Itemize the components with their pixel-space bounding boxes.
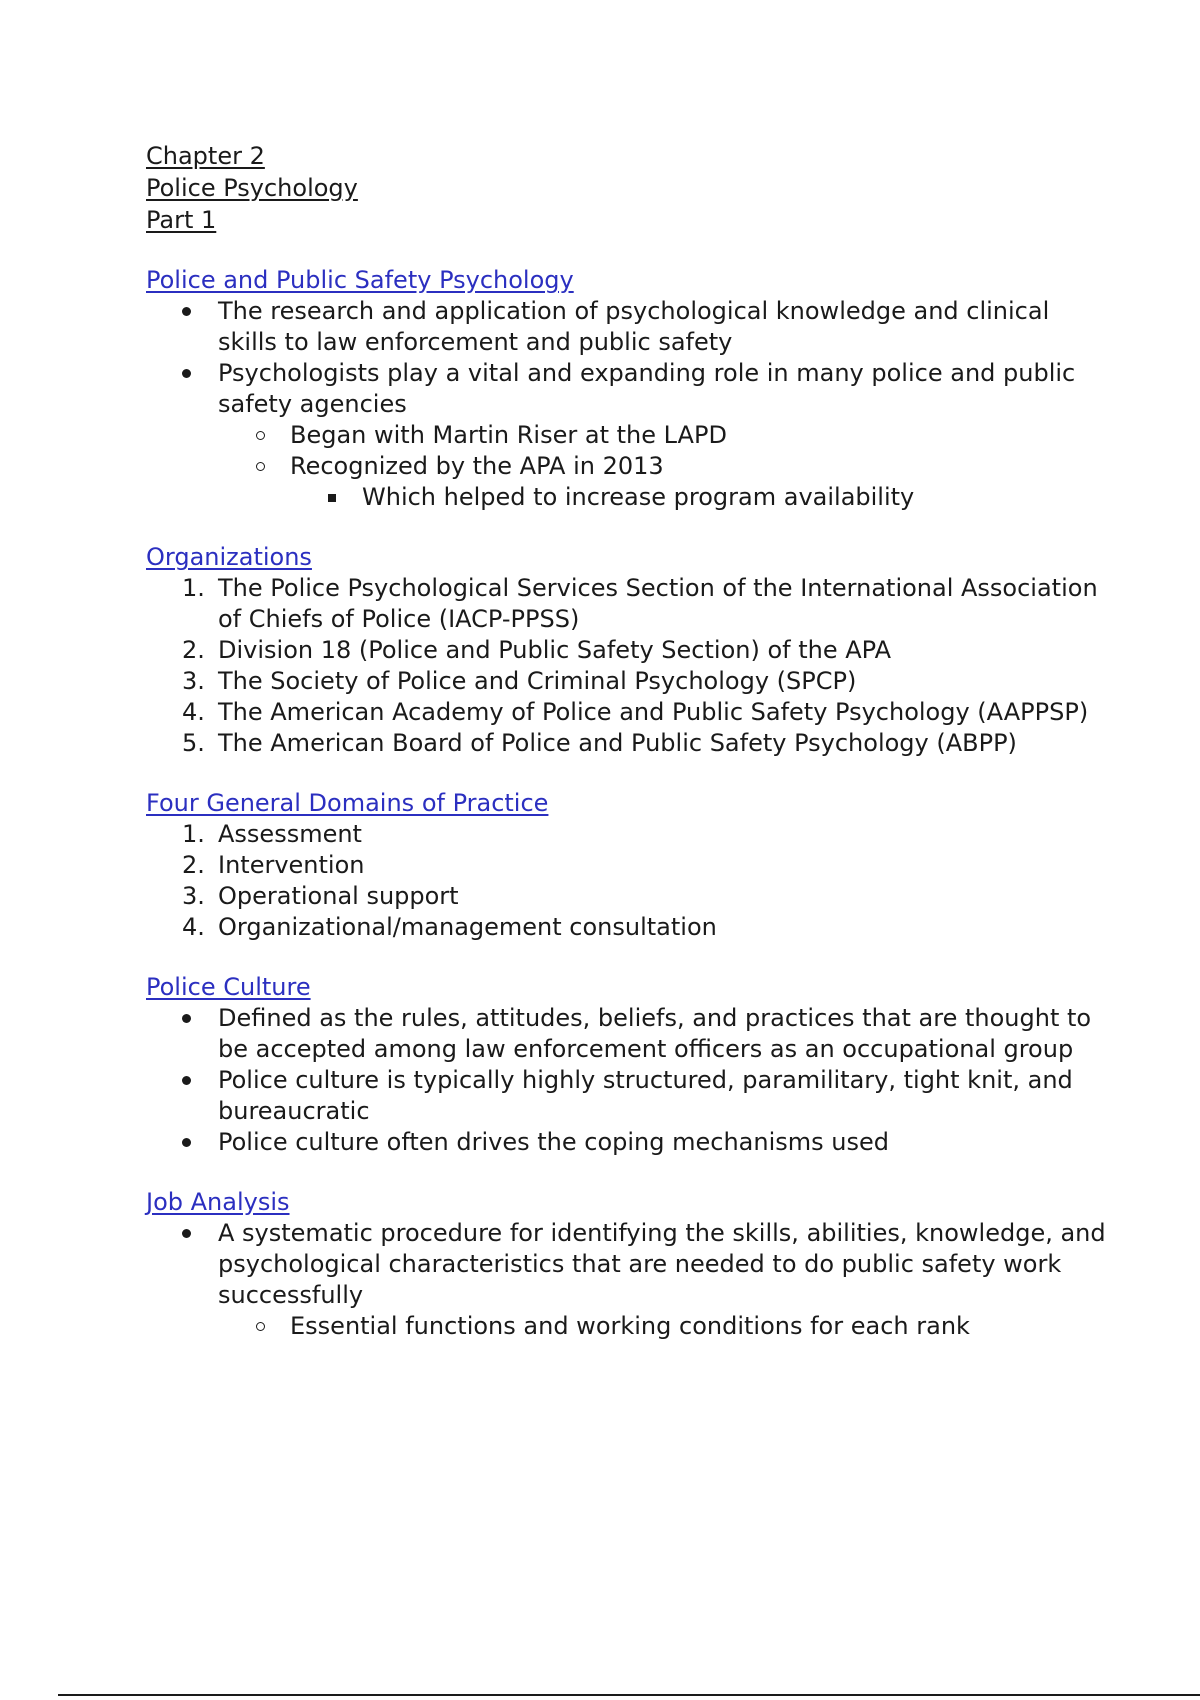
document-header xyxy=(146,140,1106,236)
bullet-disc-icon xyxy=(182,296,222,327)
list-item-text: The American Board of Police and Public Safety Psychology (ABPP) xyxy=(218,729,1017,757)
list-item-text: The research and application of psychological knowledge and clinical skills to law enforcement and public safety xyxy=(218,297,1050,356)
page-bottom-rule xyxy=(58,1694,1200,1696)
list-item xyxy=(146,420,1106,451)
list-item xyxy=(146,912,1106,943)
list-item-text: Division 18 (Police and Public Safety Section) of the APA xyxy=(218,636,892,664)
list-item xyxy=(146,881,1106,912)
domains-list xyxy=(146,819,1106,943)
list-number: 1. xyxy=(182,820,205,848)
police-culture-list xyxy=(146,1003,1106,1158)
part-heading: Part 1 xyxy=(146,206,217,234)
section-title-organizations[interactable]: Organizations xyxy=(146,543,312,571)
list-number: 5. xyxy=(182,729,205,757)
bullet-disc-icon xyxy=(182,1003,222,1034)
bullet-disc-icon xyxy=(182,1127,222,1158)
list-item xyxy=(146,635,1106,666)
section-police-culture xyxy=(146,971,1106,1158)
list-item xyxy=(146,850,1106,881)
list-number: 3. xyxy=(182,667,205,695)
section-domains xyxy=(146,787,1106,943)
chapter-heading: Chapter 2 xyxy=(146,142,265,170)
organizations-list xyxy=(146,573,1106,759)
ppsp-bullet-list xyxy=(146,296,1106,513)
section-title-police-culture[interactable]: Police Culture xyxy=(146,973,311,1001)
list-item xyxy=(146,1003,1106,1065)
bullet-disc-icon xyxy=(182,358,222,389)
list-item xyxy=(146,1127,1106,1158)
list-item xyxy=(146,482,1106,513)
list-item xyxy=(146,1311,1106,1342)
list-item xyxy=(146,666,1106,697)
list-item xyxy=(146,1218,1106,1311)
list-item xyxy=(146,573,1106,635)
list-item-text: The American Academy of Police and Public Safety Psychology (AAPPSP) xyxy=(218,698,1089,726)
list-item-text: A systematic procedure for identifying the skills, abilities, knowledge, and psychological characteristics that are needed to do public safety work successfully xyxy=(218,1219,1106,1309)
document-page xyxy=(146,140,1106,1342)
list-item-text: Psychologists play a vital and expanding role in many police and public safety agencies xyxy=(218,359,1076,418)
section-organizations xyxy=(146,541,1106,759)
list-item-text: The Society of Police and Criminal Psychology (SPCP) xyxy=(218,667,857,695)
list-number: 3. xyxy=(182,882,205,910)
list-item-text: Essential functions and working conditions for each rank xyxy=(290,1312,970,1340)
section-ppsp xyxy=(146,264,1106,513)
list-item xyxy=(146,819,1106,850)
bullet-disc-icon xyxy=(182,1218,222,1249)
list-number: 2. xyxy=(182,636,205,664)
list-item-text: Recognized by the APA in 2013 xyxy=(290,452,664,480)
list-item-text: Intervention xyxy=(218,851,365,879)
subject-heading: Police Psychology xyxy=(146,174,358,202)
list-item-text: Began with Martin Riser at the LAPD xyxy=(290,421,727,449)
list-number: 2. xyxy=(182,851,205,879)
bullet-disc-icon xyxy=(182,1065,222,1096)
section-title-domains[interactable]: Four General Domains of Practice xyxy=(146,789,549,817)
list-item-text: Police culture often drives the coping mechanisms used xyxy=(218,1128,889,1156)
section-title-job-analysis[interactable]: Job Analysis xyxy=(146,1188,290,1216)
list-item xyxy=(146,451,1106,482)
bullet-circle-icon xyxy=(256,420,296,451)
list-item-text: Organizational/management consultation xyxy=(218,913,717,941)
bullet-circle-icon xyxy=(256,1311,296,1342)
list-item xyxy=(146,358,1106,420)
section-job-analysis xyxy=(146,1186,1106,1342)
section-title-ppsp[interactable]: Police and Public Safety Psychology xyxy=(146,266,574,294)
list-number: 4. xyxy=(182,913,205,941)
list-item-text: The Police Psychological Services Section of the International Association of Chiefs of Police (IACP-PPSS) xyxy=(218,574,1098,633)
job-analysis-list xyxy=(146,1218,1106,1342)
list-item xyxy=(146,697,1106,728)
list-item-text: Assessment xyxy=(218,820,362,848)
bullet-square-icon xyxy=(328,482,368,513)
list-item-text: Defined as the rules, attitudes, beliefs, and practices that are thought to be accepted among law enforcement officers as an occupational group xyxy=(218,1004,1092,1063)
list-item-text: Which helped to increase program availability xyxy=(362,483,915,511)
list-item xyxy=(146,296,1106,358)
bullet-circle-icon xyxy=(256,451,296,482)
list-item xyxy=(146,1065,1106,1127)
list-number: 1. xyxy=(182,574,205,602)
list-item-text: Operational support xyxy=(218,882,459,910)
list-item-text: Police culture is typically highly structured, paramilitary, tight knit, and bureaucratic xyxy=(218,1066,1073,1125)
list-number: 4. xyxy=(182,698,205,726)
list-item xyxy=(146,728,1106,759)
